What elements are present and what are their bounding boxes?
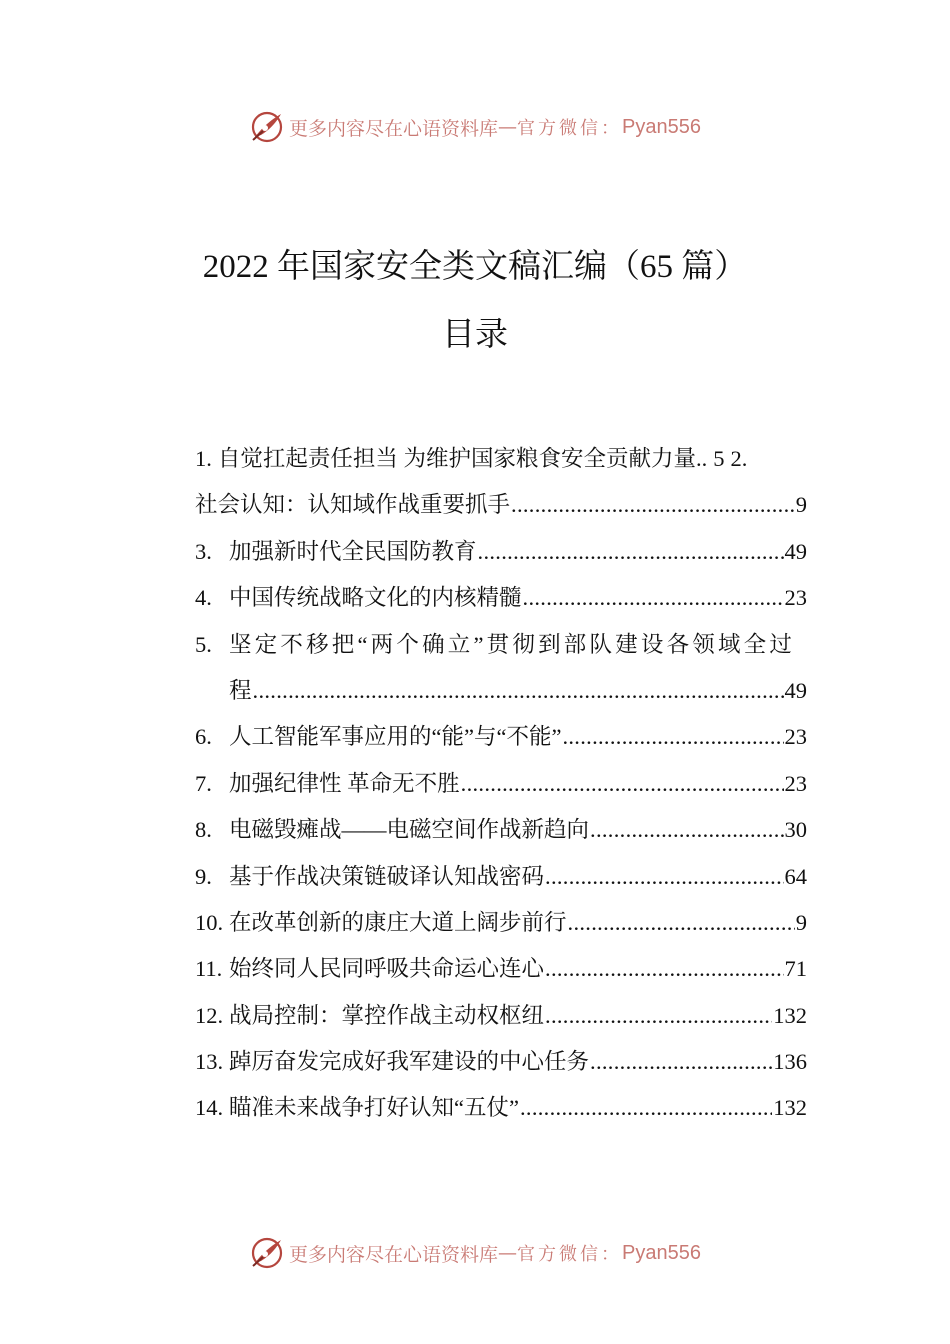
toc-entry-number: 8. bbox=[195, 817, 212, 843]
toc-entry-2[interactable] bbox=[195, 487, 807, 533]
toc-entry-8[interactable] bbox=[195, 812, 807, 858]
toc-entry-page: 136 bbox=[773, 1049, 807, 1075]
toc-entry-page: 71 bbox=[784, 956, 807, 982]
toc-entry-text: 瞄准未来战争打好认知“五仗” bbox=[229, 1095, 519, 1121]
toc-entry-page: 49 bbox=[784, 677, 807, 703]
toc-entry-9[interactable] bbox=[195, 859, 807, 905]
toc-entry-text: 人工智能军事应用的“能”与“不能” bbox=[229, 724, 562, 750]
toc-entry-number: 14. bbox=[195, 1095, 224, 1121]
toc-entry-6[interactable] bbox=[195, 719, 807, 765]
toc-entry-number: 4. bbox=[195, 585, 212, 611]
toc-entry-text: 中国传统战略文化的内核精髓 bbox=[229, 585, 522, 611]
toc-entry-5-continued[interactable] bbox=[195, 673, 807, 719]
toc-leader-dots bbox=[590, 817, 783, 843]
toc-leader-dots bbox=[478, 539, 784, 565]
toc-entry-text: 战局控制：掌控作战主动权枢纽 bbox=[229, 1002, 545, 1028]
toc-entry-page: 23 bbox=[784, 585, 807, 611]
toc-leader-dots bbox=[511, 492, 795, 518]
toc-entry-number: 9. bbox=[195, 863, 212, 889]
toc-entry-text: 自觉扛起责任担当 为维护国家粮食安全贡献力量.. bbox=[217, 446, 708, 471]
toc-entry-7[interactable] bbox=[195, 766, 807, 812]
toc-entry-text: 踔厉奋发完成好我军建设的中心任务 bbox=[229, 1049, 590, 1075]
toc-entry-page: 5 bbox=[713, 446, 725, 471]
feather-pen-logo-icon bbox=[249, 1235, 285, 1271]
banner-text: 更多内容尽在心语资料库 bbox=[289, 117, 499, 140]
toc-leader-dots bbox=[562, 724, 783, 750]
toc-entry-5[interactable] bbox=[195, 627, 807, 673]
banner-wechat-id: Pyan556 bbox=[622, 115, 701, 138]
toc-entry-page: 9 bbox=[795, 492, 807, 518]
toc-leader-dots bbox=[253, 678, 784, 704]
toc-entry-number: 11. bbox=[195, 956, 223, 982]
banner-wechat-label: 官方微信： bbox=[517, 1244, 623, 1265]
toc-entry-text: 程 bbox=[229, 677, 252, 703]
toc-entry-14[interactable] bbox=[195, 1090, 807, 1136]
toc-entry-page: 23 bbox=[784, 770, 807, 796]
toc-entry-text: 加强新时代全民国防教育 bbox=[229, 538, 477, 564]
toc-entry-number: 3. bbox=[195, 538, 212, 564]
toc-heading: 目录 bbox=[442, 317, 508, 353]
toc-entry-11[interactable] bbox=[195, 951, 807, 997]
toc-leader-dots bbox=[590, 1049, 772, 1075]
toc-entry-number: 7. bbox=[195, 770, 212, 796]
toc-entry-text: 始终同人民同呼吸共命运心连心 bbox=[229, 956, 545, 982]
toc-entry-page: 30 bbox=[784, 817, 807, 843]
toc-entry-text: 坚定不移把“两个确立”贯彻到部队建设各领域全过 bbox=[229, 631, 796, 657]
toc-leader-dots bbox=[545, 864, 783, 890]
toc-entry-page: 9 bbox=[795, 909, 807, 935]
toc-entry-number: 10. bbox=[195, 909, 224, 935]
toc-entry-4[interactable] bbox=[195, 580, 807, 626]
toc-entry-3[interactable] bbox=[195, 534, 807, 580]
toc-entry-number: 13. bbox=[195, 1049, 224, 1075]
footer-watermark-banner bbox=[0, 1233, 950, 1273]
banner-wechat-id: Pyan556 bbox=[622, 1241, 701, 1264]
toc-entry-10[interactable] bbox=[195, 905, 807, 951]
toc-entry-number: 5. bbox=[195, 631, 212, 657]
banner-separator: — bbox=[498, 116, 518, 138]
toc-entry-12[interactable] bbox=[195, 998, 807, 1044]
toc-leader-dots bbox=[568, 910, 795, 936]
toc-entry-number: 6. bbox=[195, 724, 212, 750]
toc-entry-text: 社会认知：认知域作战重要抓手 bbox=[195, 492, 511, 518]
toc-leader-dots bbox=[545, 956, 783, 982]
toc-entry-text: 基于作战决策链破译认知战密码 bbox=[229, 863, 545, 889]
toc-entry-text: 加强纪律性 革命无不胜 bbox=[229, 770, 460, 796]
toc-entry-page: 23 bbox=[784, 724, 807, 750]
banner-text: 更多内容尽在心语资料库 bbox=[289, 1243, 499, 1266]
feather-pen-logo-icon bbox=[249, 109, 285, 145]
banner-wechat-label: 官方微信： bbox=[517, 118, 623, 139]
toc-entry-13[interactable] bbox=[195, 1044, 807, 1090]
toc-leader-dots bbox=[461, 771, 784, 797]
table-of-contents bbox=[195, 441, 807, 1137]
toc-leader-dots bbox=[545, 1003, 772, 1029]
document-title: 2022 年国家安全类文稿汇编（65 篇） bbox=[202, 249, 748, 285]
toc-entry-number: 2. bbox=[730, 446, 748, 471]
toc-entry-1[interactable] bbox=[195, 441, 807, 487]
toc-entry-number: 12. bbox=[195, 1002, 224, 1028]
toc-leader-dots bbox=[523, 585, 784, 611]
toc-entry-page: 49 bbox=[784, 538, 807, 564]
toc-entry-text: 在改革创新的康庄大道上阔步前行 bbox=[229, 909, 567, 935]
toc-entry-page: 132 bbox=[773, 1002, 807, 1028]
toc-entry-number: 1. bbox=[195, 446, 212, 471]
toc-entry-page: 132 bbox=[773, 1095, 807, 1121]
toc-leader-dots bbox=[520, 1095, 772, 1121]
header-watermark-banner bbox=[0, 107, 950, 147]
toc-entry-page: 64 bbox=[784, 863, 807, 889]
toc-entry-text: 电磁毁瘫战——电磁空间作战新趋向 bbox=[229, 817, 590, 843]
banner-separator: — bbox=[498, 1242, 518, 1264]
